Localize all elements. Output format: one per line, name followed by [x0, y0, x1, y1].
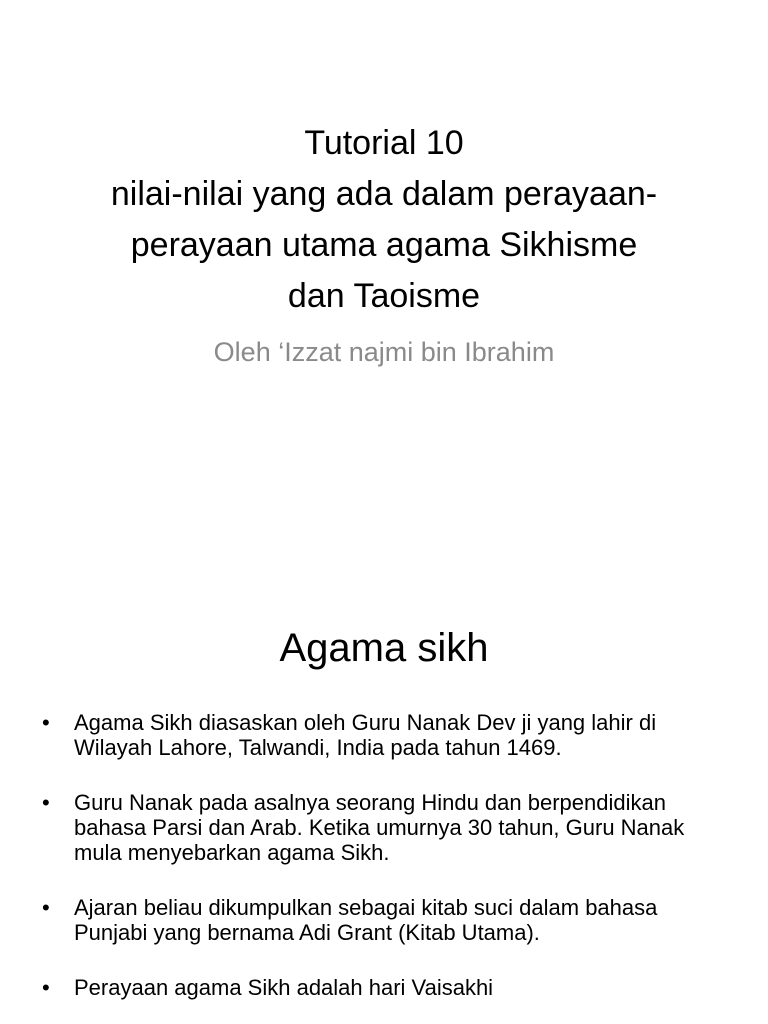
bullet-icon: • — [42, 710, 50, 735]
title-line: perayaan utama agama Sikhisme — [130, 226, 638, 264]
bullet-text: Guru Nanak pada asalnya seorang Hindu dan berpendidikan bahasa Parsi dan Arab. Ketika umurnya 30 tahun, Guru Nanak mula menyebarkan agama Sikh. — [74, 790, 685, 865]
bullet-list — [36, 710, 736, 1024]
bullet-text: Perayaan agama Sikh adalah hari Vaisakhi — [74, 975, 494, 1000]
content-slide — [0, 576, 768, 1024]
title-line: dan Taoisme — [287, 277, 481, 315]
bullet-icon: • — [42, 975, 50, 1000]
bullet-item — [36, 710, 736, 760]
slide-subtitle: Oleh ‘Izzat najmi bin Ibrahim — [213, 337, 555, 367]
slide-heading: Agama sikh — [279, 626, 489, 670]
title-line: Tutorial 10 — [304, 124, 464, 162]
bullet-item — [36, 895, 736, 945]
title-line: nilai-nilai yang ada dalam perayaan- — [110, 175, 658, 213]
bullet-icon: • — [42, 895, 50, 920]
bullet-item — [36, 975, 736, 1000]
bullet-text: Agama Sikh diasaskan oleh Guru Nanak Dev ji yang lahir di Wilayah Lahore, Talwandi, India pada tahun 1469. — [74, 710, 657, 760]
bullet-text: Ajaran beliau dikumpulkan sebagai kitab suci dalam bahasa Punjabi yang bernama Adi Grant (Kitab Utama). — [74, 895, 658, 945]
bullet-icon: • — [42, 790, 50, 815]
slide-title — [40, 118, 728, 322]
bullet-item — [36, 790, 736, 865]
